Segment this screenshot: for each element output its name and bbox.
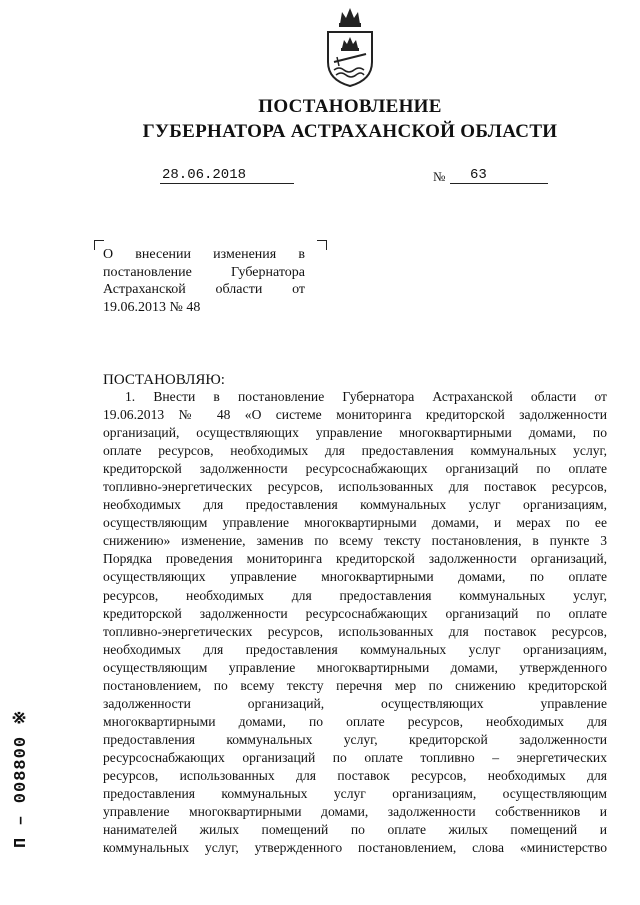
issuer-title: ГУБЕРНАТОРА АСТРАХАНСКОЙ ОБЛАСТИ (142, 121, 558, 142)
body-line: предоставления коммунальных услуг, кредиторской задолженности (103, 731, 607, 747)
margin-serial-stamp (6, 690, 38, 850)
body-line: топливно-энергетических ресурсов, использованных для поставок ресурсов, (103, 623, 607, 639)
body-line: кредиторской задолженности ресурсоснабжающих организаций по оплате (103, 461, 607, 477)
body-line: необходимых для предоставления коммунальных услуг организациям, (103, 641, 607, 657)
body-line: организаций, осуществляющих управление многоквартирными домами, по (103, 425, 607, 441)
body-line: предоставления коммунальных услуг организациям, осуществляющим (103, 786, 607, 802)
body-line: необходимых для предоставления коммунальных услуг организациям, (103, 497, 607, 513)
body-line: управление многоквартирными домами, задолженности собственников и (103, 804, 607, 820)
decree-heading: ПОСТАНОВЛЯЮ: (103, 372, 225, 388)
body-line: снижению» изменение, заменив по всему тексту постановления, в пункте 3 (103, 533, 607, 549)
body-line: осуществляющим управление многоквартирными домами, утвержденного (103, 659, 607, 675)
body-line: нанимателей жилых помещений по оплате жилых помещений и (103, 822, 607, 838)
serial-number: П – 008800 ※ (12, 709, 31, 848)
body-line: 1. Внести в постановление Губернатора Астраханской области от (125, 389, 607, 404)
body-line: Порядка проведения мониторинга кредиторской задолженности организаций, (103, 551, 607, 567)
body-line: оплате ресурсов, необходимых для предоставления коммунальных услуг, (103, 443, 607, 459)
document-subject (103, 246, 305, 316)
body-line: кредиторской задолженности ресурсоснабжающих организаций по оплате (103, 605, 607, 621)
document-date: 28.06.2018 (160, 167, 294, 184)
subject-bracket-right (317, 240, 327, 250)
subject-line: Астраханской области от (103, 282, 305, 297)
document-body (103, 388, 607, 857)
body-line: коммунальных услуг, утвержденного постановлением, слова «министерство (103, 840, 607, 856)
subject-line: 19.06.2013 № 48 (103, 299, 201, 315)
body-line: осуществляющим управление многоквартирными домами, и мерах по ее (103, 515, 607, 531)
body-line: постановлением, по всему тексту перечня мер по снижению кредиторской (103, 677, 607, 693)
body-line: осуществляющих управление многоквартирными домами, по оплате (103, 569, 607, 585)
body-line: топливно-энергетических ресурсов, использованных для поставок ресурсов, (103, 479, 607, 495)
body-line: ресурсоснабжающих организаций по оплате топливно – энергетических (103, 749, 607, 765)
document-type-title: ПОСТАНОВЛЕНИЕ (258, 96, 442, 117)
body-line: задолженности организаций, осуществляющих управление (103, 695, 607, 711)
body-line: ресурсов, использованных для поставок ресурсов, необходимых для (103, 767, 607, 783)
document-number: 63 (450, 167, 548, 184)
subject-line: постановление Губернатора (103, 264, 305, 280)
subject-line: О внесении изменения в (103, 247, 305, 262)
body-line: ресурсов, необходимых для предоставления коммунальных услуг, (103, 587, 607, 603)
number-sign: № (433, 169, 446, 184)
coat-of-arms-emblem (322, 4, 378, 88)
body-line: 19.06.2013 № 48 «О системе мониторинга кредиторской задолженности (103, 407, 607, 423)
body-line: многоквартирными домами, по оплате ресурсов, необходимых для (103, 713, 607, 729)
